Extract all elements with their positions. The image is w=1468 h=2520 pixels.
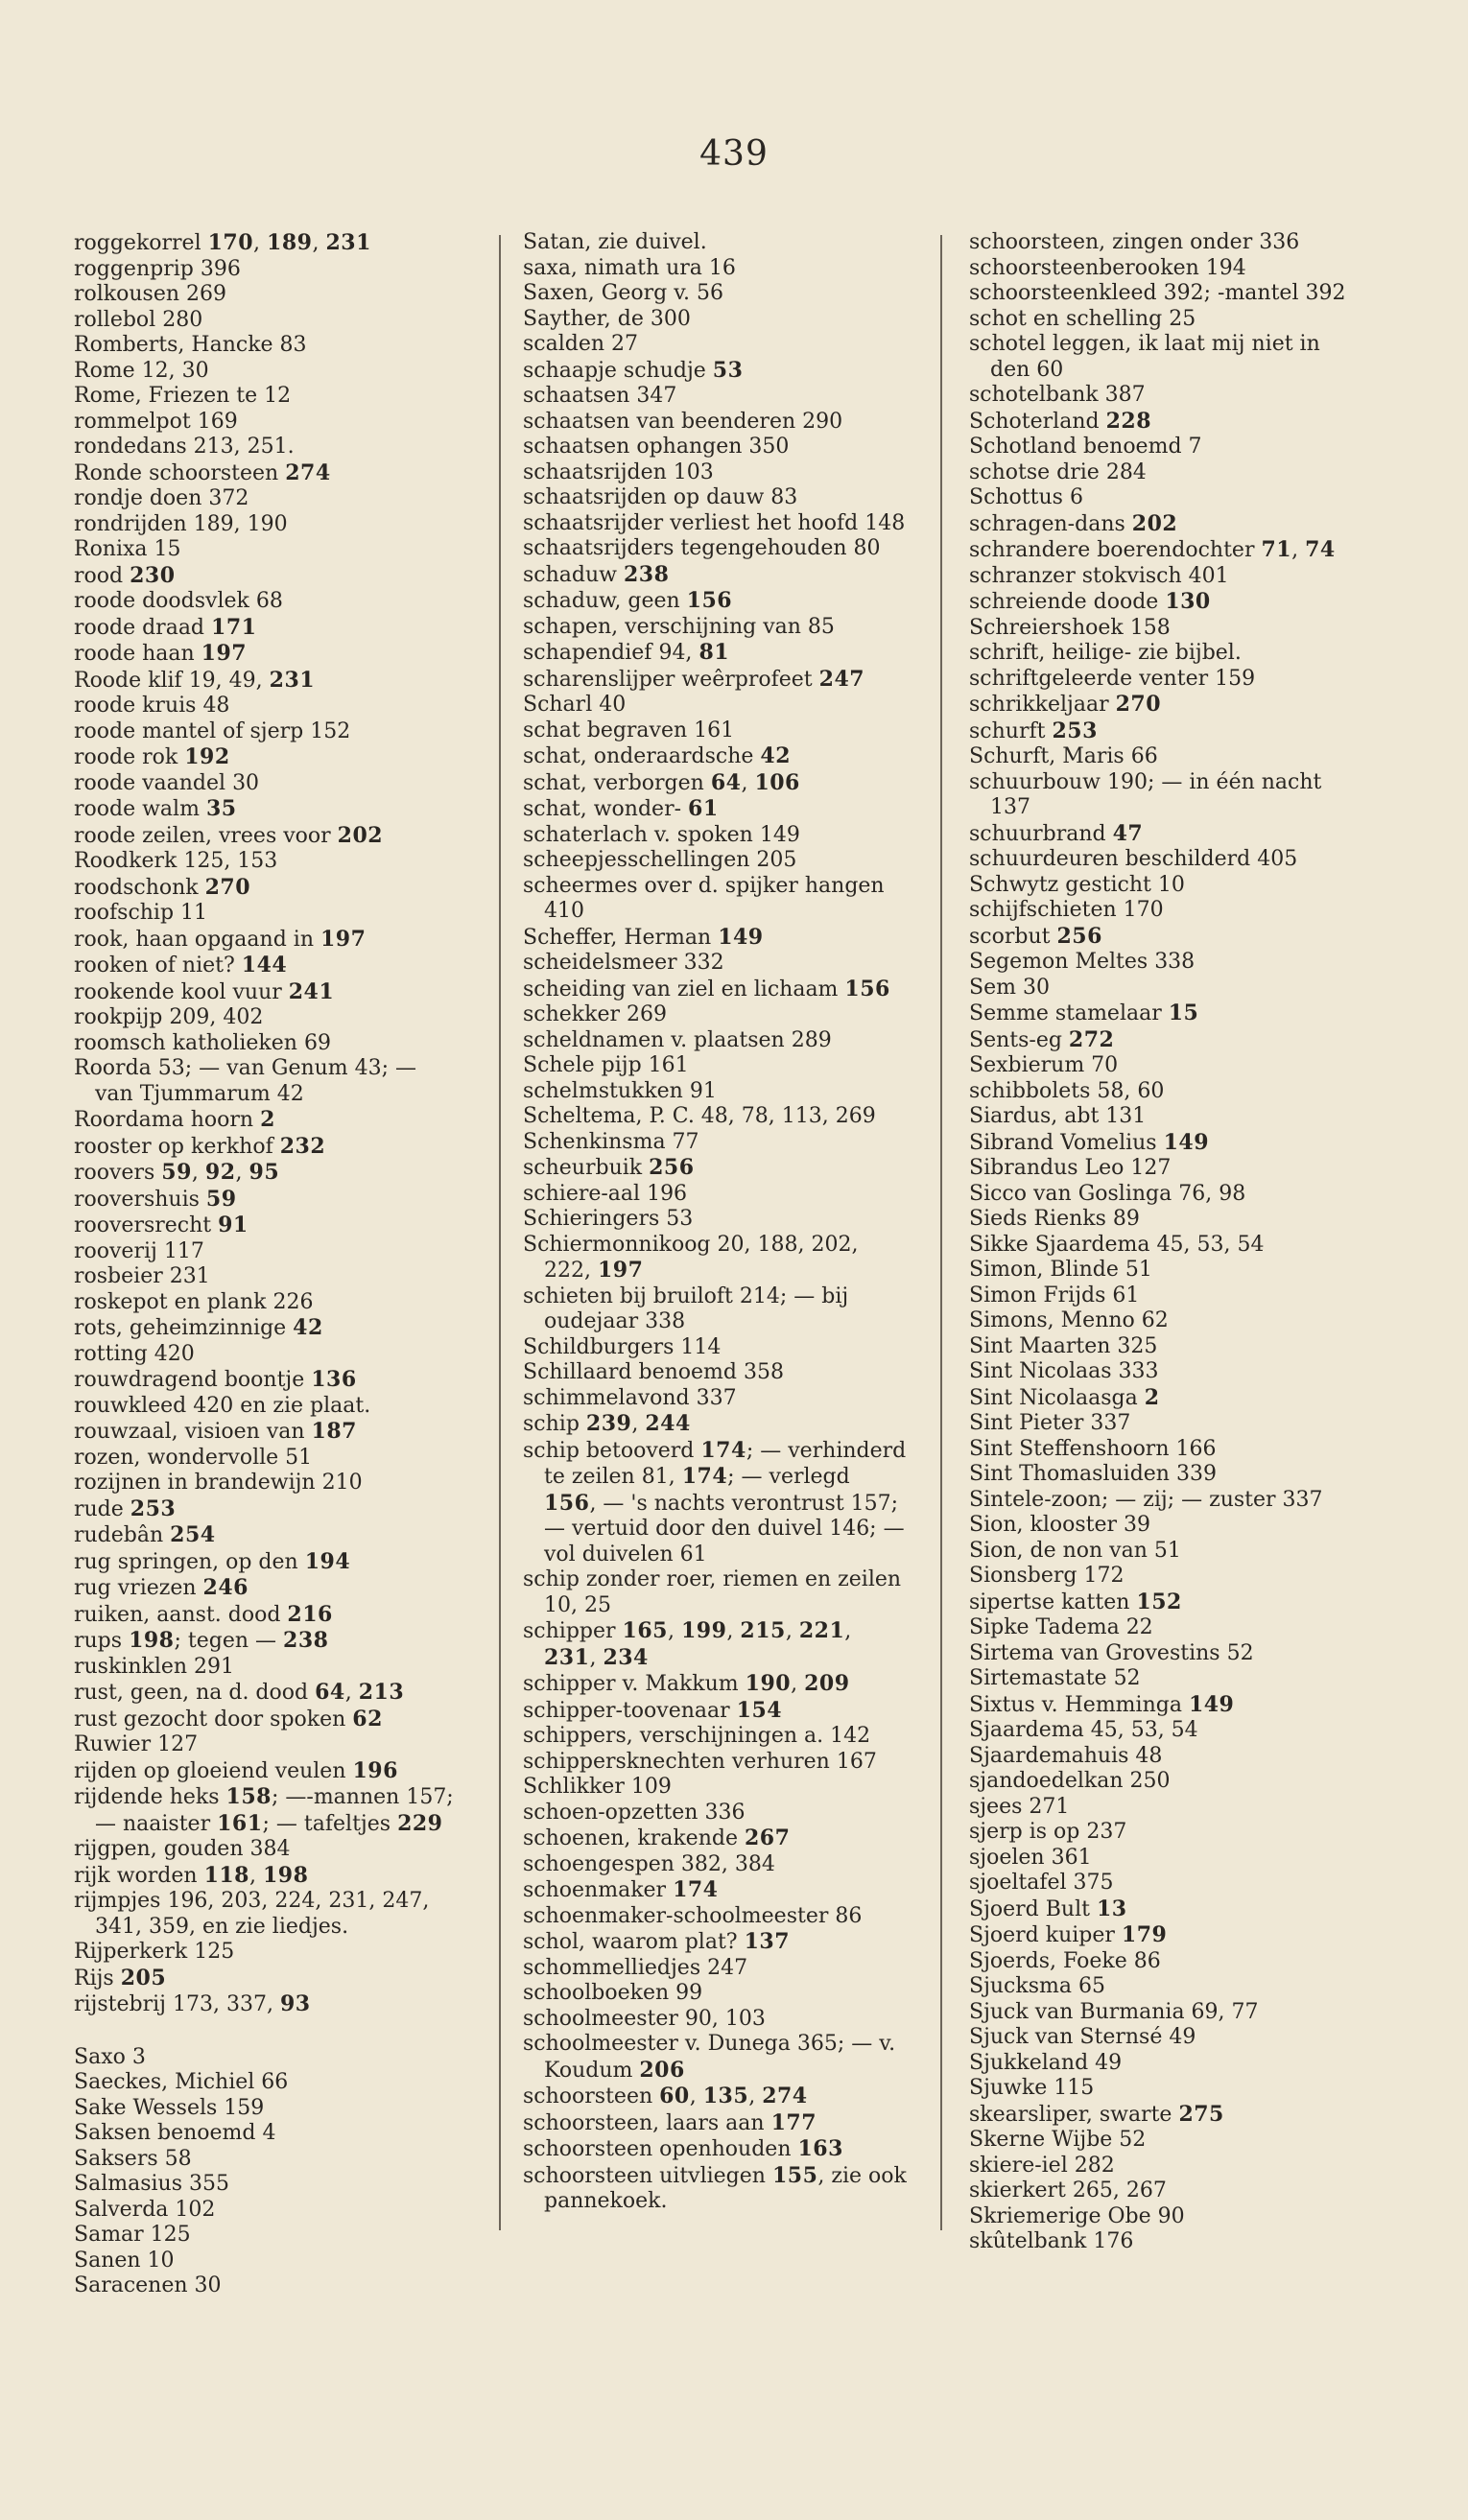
index-entry: Rijs 205: [74, 1965, 167, 1990]
index-entry: Scheffer, Herman 149: [523, 924, 764, 950]
index-entry: rijdende heks 158; —-mannen 157; — naaister 161; — tafeltjes 229: [74, 1784, 454, 1836]
index-entry: rooverij 117: [74, 1238, 204, 1263]
index-entry: rude 253: [74, 1496, 177, 1521]
index-entry: schot en schelling 25: [969, 306, 1196, 331]
index-entry: Sint Pieter 337: [969, 1411, 1131, 1435]
index-entry: roomsch katholieken 69: [74, 1030, 331, 1055]
index-entry: schotelbank 387: [969, 383, 1146, 407]
index-entry: schat, onderaardsche 42: [523, 743, 792, 768]
index-entry: schuurbrand 47: [969, 820, 1144, 846]
index-entry: schoolmeester 90, 103: [523, 2006, 766, 2031]
index-entry: Sixtus v. Hemminga 149: [969, 1691, 1235, 1717]
index-entry: Sintele-zoon; — zij; — zuster 337: [969, 1487, 1323, 1512]
section-gap: [74, 2018, 458, 2045]
index-entry: Saksen benoemd 4: [74, 2121, 276, 2145]
index-entry: roggekorrel 170, 189, 231: [74, 230, 371, 255]
index-entry: rollebol 280: [74, 307, 203, 332]
index-entry: Simon, Blinde 51: [969, 1258, 1152, 1282]
index-entry: scorbut 256: [969, 923, 1102, 949]
index-entry: Simons, Menno 62: [969, 1308, 1169, 1332]
index-entry: Sjoerd kuiper 179: [969, 1922, 1168, 1947]
index-entry: skearsliper, swarte 275: [969, 2101, 1224, 2127]
index-entry: Sjoerd Bult 13: [969, 1896, 1127, 1921]
index-entry: roovershuis 59: [74, 1186, 237, 1212]
index-entry: Schlikker 109: [523, 1775, 672, 1799]
column-divider: [940, 235, 942, 2230]
index-entry: roofschip 11: [74, 901, 208, 925]
index-entry: Sint Maarten 325: [969, 1333, 1158, 1358]
index-entry: Ronixa 15: [74, 537, 181, 561]
index-entry: roode walm 35: [74, 796, 237, 821]
index-entry: schipper 165, 199, 215, 221, 231, 234: [523, 1618, 852, 1670]
index-entry: rots, geheimzinnige 42: [74, 1315, 323, 1340]
index-entry: Sexbierum 70: [969, 1053, 1119, 1077]
index-entry: Sanen 10: [74, 2248, 175, 2273]
index-entry: Schildburgers 114: [523, 1334, 722, 1359]
index-entry: Scheltema, P. C. 48, 78, 113, 269: [523, 1104, 876, 1128]
index-entry: schaatsrijden op dauw 83: [523, 485, 798, 509]
index-entry: Schieringers 53: [523, 1207, 694, 1231]
index-entry: rolkousen 269: [74, 282, 227, 306]
index-entry: schrikkeljaar 270: [969, 692, 1162, 717]
index-entry: rondje doen 372: [74, 486, 249, 510]
index-entry: schoorsteen uitvliegen 155, zie ook pannekoek.: [523, 2162, 907, 2213]
index-entry: schoenmaker 174: [523, 1877, 719, 1902]
index-entry: rijden op gloeiend veulen 196: [74, 1757, 398, 1783]
index-entry: Siardus, abt 131: [969, 1104, 1147, 1128]
index-entry: schoengespen 382, 384: [523, 1851, 775, 1876]
index-entry: rooversrecht 91: [74, 1213, 249, 1237]
index-entry: schoorsteen openhouden 163: [523, 2136, 843, 2161]
index-entry: schaapje schudje 53: [523, 357, 744, 383]
index-entry: schotel leggen, ik laat mij niet in den 60: [969, 332, 1320, 382]
index-entry: Salmasius 355: [74, 2172, 229, 2196]
index-entry: scalden 27: [523, 332, 639, 356]
index-entry: Rome 12, 30: [74, 358, 209, 383]
index-entry: schoorsteen, laars aan 177: [523, 2109, 817, 2135]
index-entry: schat, verborgen 64, 106: [523, 769, 800, 795]
index-entry: rookpijp 209, 402: [74, 1005, 264, 1029]
index-entry: Sjukkeland 49: [969, 2050, 1123, 2075]
index-entry: rouwdragend boontje 136: [74, 1367, 357, 1392]
index-entry: schaatsrijden 103: [523, 459, 714, 484]
index-entry: Salverda 102: [74, 2197, 216, 2222]
index-entry: rommelpot 169: [74, 409, 238, 434]
index-entry: rouwzaal, visioen van 187: [74, 1419, 357, 1444]
index-entry: Skerne Wijbe 52: [969, 2128, 1147, 2152]
index-entry: schaatsrijder verliest het hoofd 148: [523, 510, 906, 535]
index-entry: Sirtema van Grovestins 52: [969, 1640, 1254, 1665]
index-entry: rijgpen, gouden 384: [74, 1837, 291, 1861]
index-entry: Roorda 53; — van Genum 43; — van Tjummarum 42: [74, 1056, 417, 1106]
index-entry: Sirtemastate 52: [969, 1666, 1141, 1690]
index-entry: Sint Steffenshoorn 166: [969, 1436, 1217, 1461]
index-entry: rood 230: [74, 562, 176, 588]
index-column-3: [969, 230, 1348, 2255]
index-entry: roovers 59, 92, 95: [74, 1160, 280, 1185]
index-entry: schranzer stokvisch 401: [969, 563, 1229, 588]
index-entry: skiere-iel 282: [969, 2153, 1115, 2178]
index-entry: schoorsteenberooken 194: [969, 255, 1246, 280]
index-entry: rijmpjes 196, 203, 224, 231, 247, 341, 359, en zie liedjes.: [74, 1889, 430, 1939]
index-entry: Sion, de non van 51: [969, 1538, 1181, 1563]
index-entry: Sjuwke 115: [969, 2076, 1095, 2100]
index-entry: rooster op kerkhof 232: [74, 1133, 326, 1159]
index-entry: schoolmeester v. Dunega 365; — v. Koudum 206: [523, 2032, 896, 2083]
index-entry: Schwytz gesticht 10: [969, 872, 1185, 897]
index-entry: Sjuck van Sternsé 49: [969, 2025, 1196, 2049]
index-entry: scheermes over d. spijker hangen 410: [523, 873, 885, 923]
index-entry: Satan, zie duivel.: [523, 230, 707, 254]
index-entry: Saeckes, Michiel 66: [74, 2070, 289, 2094]
index-entry: Sint Thomasluiden 339: [969, 1462, 1217, 1486]
index-entry: scheldnamen v. plaatsen 289: [523, 1027, 832, 1052]
index-entry: Ronde schoorsteen 274: [74, 459, 331, 485]
index-entry: schoorsteen, zingen onder 336: [969, 230, 1300, 254]
index-entry: Simon Frijds 61: [969, 1283, 1140, 1307]
index-entry: roggenprip 396: [74, 256, 241, 281]
index-entry: Segemon Meltes 338: [969, 950, 1196, 974]
index-entry: Sipke Tadema 22: [969, 1615, 1153, 1639]
index-entry: schat, wonder- 61: [523, 796, 719, 821]
index-entry: scheurbuik 256: [523, 1155, 695, 1180]
index-entry: roode doodsvlek 68: [74, 589, 283, 613]
index-entry: rust gezocht door spoken 62: [74, 1706, 383, 1731]
index-entry: schaatsen van beenderen 290: [523, 409, 843, 434]
index-entry: Saxen, Georg v. 56: [523, 281, 723, 305]
index-entry: scharenslijper weêrprofeet 247: [523, 666, 865, 692]
index-entry: skierkert 265, 267: [969, 2179, 1167, 2202]
index-entry: Sion, klooster 39: [969, 1513, 1151, 1537]
index-entry: sipertse katten 152: [969, 1589, 1182, 1614]
index-entry: schipper v. Makkum 190, 209: [523, 1671, 850, 1696]
index-entry: Ruwier 127: [74, 1732, 199, 1756]
index-entry: rijstebrij 173, 337, 93: [74, 1991, 311, 2016]
index-entry: Sjuck van Burmania 69, 77: [969, 1999, 1259, 2024]
index-entry: schoolboeken 99: [523, 1981, 703, 2005]
index-entry: schaatsrijders tegengehouden 80: [523, 536, 881, 560]
index-entry: scheiding van ziel en lichaam 156: [523, 976, 890, 1001]
index-entry: schapendief 94, 81: [523, 640, 730, 665]
index-entry: schip betooverd 174; — verhinderd te zeilen 81, 174; — verlegd 156, — 's nachts verontrust 157; — vertuid door den duivel 146; — vol duivelen 61: [523, 1437, 907, 1566]
index-entry: Sem 30: [969, 975, 1050, 1000]
index-entry: schriftgeleerde venter 159: [969, 666, 1256, 691]
index-entry: roode draad 171: [74, 614, 257, 640]
index-entry: ruiken, aanst. dood 216: [74, 1601, 333, 1627]
index-entry: scheidelsmeer 332: [523, 951, 724, 975]
index-entry: sjoeltafel 375: [969, 1871, 1114, 1895]
index-entry: schrandere boerendochter 71, 74: [969, 537, 1336, 562]
index-entry: Schele pijp 161: [523, 1053, 689, 1077]
index-entry: Semme stamelaar 15: [969, 1001, 1199, 1025]
index-entry: Sake Wessels 159: [74, 2095, 265, 2120]
index-entry: Sjaardema 45, 53, 54: [969, 1718, 1198, 1742]
index-column-2: [523, 230, 907, 2215]
index-entry: Roordama hoorn 2: [74, 1107, 275, 1132]
index-entry: Sjoerds, Foeke 86: [969, 1948, 1161, 1973]
index-entry: schommelliedjes 247: [523, 1955, 748, 1980]
index-entry: rook, haan opgaand in 197: [74, 926, 367, 952]
index-entry: scheepjesschellingen 205: [523, 848, 797, 872]
index-entry: schipper-toovenaar 154: [523, 1697, 783, 1723]
index-entry: schreiende doode 130: [969, 589, 1211, 614]
index-entry: Sionsberg 172: [969, 1564, 1125, 1588]
index-entry: roode vaandel 30: [74, 770, 260, 795]
index-entry: rooken of niet? 144: [74, 953, 288, 977]
index-entry: Saxo 3: [74, 2044, 146, 2069]
index-entry: Sint Nicolaasga 2: [969, 1384, 1160, 1410]
index-entry: rookende kool vuur 241: [74, 978, 335, 1004]
index-entry: Schiermonnikoog 20, 188, 202, 222, 197: [523, 1232, 859, 1283]
index-entry: roode haan 197: [74, 641, 248, 666]
index-entry: rug vriezen 246: [74, 1575, 249, 1600]
index-entry: schurft 253: [969, 718, 1098, 743]
index-entry: Sjucksma 65: [969, 1974, 1105, 1998]
index-entry: rondedans 213, 251.: [74, 435, 295, 459]
index-entry: schip zonder roer, riemen en zeilen 10, 25: [523, 1567, 902, 1617]
index-entry: rozen, wondervolle 51: [74, 1445, 313, 1470]
index-entry: Sibrand Vomelius 149: [969, 1129, 1210, 1155]
index-entry: Rijperkerk 125: [74, 1940, 235, 1964]
index-entry: rug springen, op den 194: [74, 1548, 351, 1574]
index-entry: Sint Nicolaas 333: [969, 1359, 1159, 1383]
index-entry: rozijnen in brandewijn 210: [74, 1471, 363, 1495]
index-entry: Scharl 40: [523, 693, 627, 717]
index-entry: rups 198; tegen — 238: [74, 1628, 329, 1653]
index-entry: schuurdeuren beschilderd 405: [969, 847, 1298, 871]
index-entry: schapen, verschijning van 85: [523, 614, 835, 639]
index-entry: schuurbouw 190; — in één nacht 137: [969, 769, 1322, 819]
index-entry: skûtelbank 176: [969, 2229, 1134, 2253]
index-entry: schekker 269: [523, 1002, 667, 1026]
index-entry: Sayther, de 300: [523, 306, 691, 331]
column-divider: [499, 235, 501, 2230]
index-entry: roodschonk 270: [74, 874, 251, 900]
page-number: 439: [699, 134, 769, 174]
index-entry: schrift, heilige- zie bijbel.: [969, 641, 1242, 665]
index-column-1: [74, 230, 458, 2299]
index-entry: Schreiershoek 158: [969, 615, 1171, 640]
index-entry: schaatsen ophangen 350: [523, 435, 790, 459]
index-entry: schragen-dans 202: [969, 510, 1178, 536]
index-entry: schiere-aal 196: [523, 1181, 688, 1206]
index-entry: rotting 420: [74, 1341, 195, 1366]
index-entry: schoenen, krakende 267: [523, 1825, 791, 1850]
index-entry: Schenkinsma 77: [523, 1129, 699, 1154]
index-entry: Schurft, Maris 66: [969, 744, 1158, 768]
index-entry: schimmelavond 337: [523, 1385, 737, 1410]
index-entry: schieten bij bruiloft 214; — bij oudejaar 338: [523, 1284, 849, 1333]
index-entry: schol, waarom plat? 137: [523, 1929, 791, 1954]
index-entry: roskepot en plank 226: [74, 1289, 314, 1314]
index-entry: sjees 271: [969, 1794, 1070, 1819]
index-entry: Skriemerige Obe 90: [969, 2203, 1185, 2228]
index-entry: schip 239, 244: [523, 1411, 691, 1436]
index-entry: Sjaardemahuis 48: [969, 1743, 1163, 1768]
index-entry: schaterlach v. spoken 149: [523, 822, 800, 847]
index-entry: schijfschieten 170: [969, 898, 1164, 922]
index-entry: schotse drie 284: [969, 459, 1147, 484]
index-entry: saxa, nimath ura 16: [523, 255, 736, 280]
index-entry: Schottus 6: [969, 485, 1083, 509]
index-entry: schoorsteen 60, 135, 274: [523, 2084, 808, 2108]
index-entry: schoenmaker-schoolmeester 86: [523, 1903, 863, 1928]
index-entry: Roodkerk 125, 153: [74, 849, 278, 873]
index-entry: Sents-eg 272: [969, 1026, 1115, 1052]
index-entry: schippers, verschijningen a. 142: [523, 1724, 871, 1748]
index-entry: schaduw 238: [523, 561, 670, 587]
index-entry: Sibrandus Leo 127: [969, 1156, 1172, 1180]
index-entry: rijk worden 118, 198: [74, 1862, 309, 1888]
index-entry: Rome, Friezen te 12: [74, 384, 292, 408]
index-entry: schaatsen 347: [523, 384, 677, 408]
index-entry: Schoterland 228: [969, 408, 1152, 434]
index-entry: schoen-opzetten 336: [523, 1800, 746, 1825]
index-entry: schoorsteenkleed 392; -mantel 392: [969, 281, 1346, 305]
index-entry: Sikke Sjaardema 45, 53, 54: [969, 1232, 1265, 1257]
index-entry: sjoelen 361: [969, 1845, 1092, 1870]
index-entry: schibbolets 58, 60: [969, 1078, 1165, 1103]
index-entry: Schotland benoemd 7: [969, 435, 1202, 459]
index-entry: Saracenen 30: [74, 2273, 222, 2297]
index-entry: sjerp is op 237: [969, 1820, 1127, 1844]
index-entry: Schillaard benoemd 358: [523, 1360, 784, 1384]
index-entry: Romberts, Hancke 83: [74, 333, 307, 357]
index-entry: rouwkleed 420 en zie plaat.: [74, 1393, 371, 1418]
index-entry: Samar 125: [74, 2223, 191, 2247]
index-entry: Roode klif 19, 49, 231: [74, 667, 316, 693]
index-entry: rondrijden 189, 190: [74, 511, 288, 536]
index-entry: ruskinklen 291: [74, 1654, 235, 1679]
index-entry: schelmstukken 91: [523, 1078, 717, 1103]
index-entry: roode mantel of sjerp 152: [74, 718, 351, 743]
index-entry: Sieds Rienks 89: [969, 1207, 1140, 1231]
index-entry: roode zeilen, vrees voor 202: [74, 822, 384, 848]
index-entry: schat begraven 161: [523, 718, 735, 742]
index-entry: rust, geen, na d. dood 64, 213: [74, 1680, 405, 1705]
index-entry: roode rok 192: [74, 744, 230, 769]
index-entry: Sicco van Goslinga 76, 98: [969, 1181, 1246, 1206]
index-entry: Saksers 58: [74, 2146, 192, 2171]
index-entry: schippersknechten verhuren 167: [523, 1749, 877, 1774]
index-entry: sjandoedelkan 250: [969, 1769, 1171, 1793]
index-entry: roode kruis 48: [74, 694, 230, 718]
index-entry: rudebân 254: [74, 1522, 216, 1547]
index-entry: rosbeier 231: [74, 1264, 210, 1288]
index-entry: schaduw, geen 156: [523, 588, 733, 613]
